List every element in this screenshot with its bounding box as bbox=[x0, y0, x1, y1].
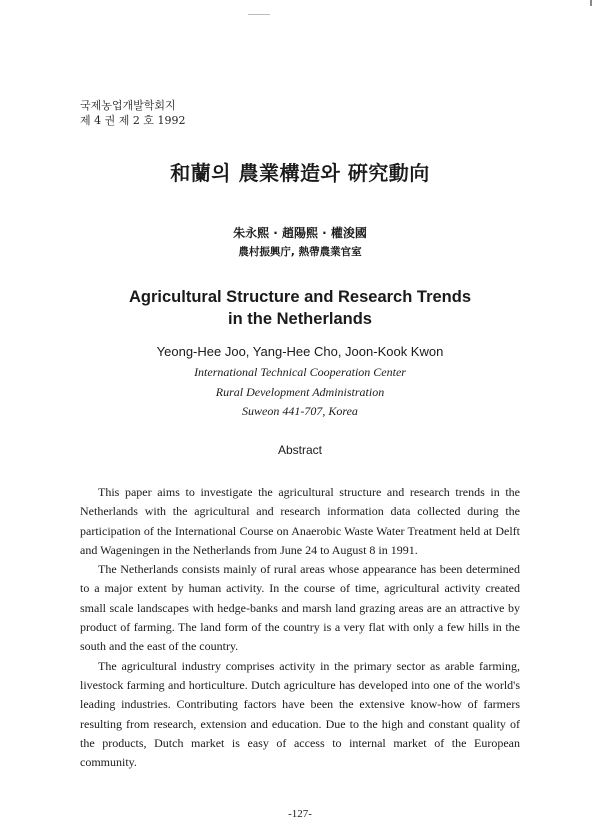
affiliation-administration: Rural Development Administration bbox=[215, 384, 385, 399]
author-affiliation bbox=[0, 363, 600, 422]
affiliation-address: Suweon 441-707, Korea bbox=[242, 404, 358, 418]
english-title-line-1: Agricultural Structure and Research Trends bbox=[128, 288, 471, 306]
scan-edge-mark bbox=[590, 0, 592, 6]
abstract-body bbox=[80, 483, 520, 772]
scan-mark bbox=[248, 14, 270, 15]
affiliation-center: International Technical Cooperation Center bbox=[194, 365, 406, 379]
english-title bbox=[0, 286, 600, 330]
abstract-paragraph: The Netherlands consists mainly of rural areas whose appearance has been determined to a major extent by human activity. In the course of time, agricultural activity created small scale landscapes with hedge-banks and marsh land grazing areas are an attractive by product of farming. The land form of the country is a very flat with only a few hills in the south and the east of the country. bbox=[80, 562, 520, 654]
abstract-paragraph: This paper aims to investigate the agricultural structure and research trends in the Netherlands with the agricultural and research information data collected during the participation of the International Course on Anaerobic Waste Water Treatment held at Delft and Wageningen in the Netherlands from June 24 to August 8 in 1991. bbox=[80, 485, 520, 557]
page-number: -127- bbox=[288, 808, 312, 820]
journal-header bbox=[80, 98, 185, 128]
journal-name: 국제농업개발학회지 bbox=[80, 99, 176, 112]
english-authors: Yeong-Hee Joo, Yang-Hee Cho, Joon-Kook Kwon bbox=[156, 344, 444, 359]
journal-volume: 제 4 권 제 2 호 1992 bbox=[80, 114, 186, 127]
korean-authors: 朱永熙 · 趙陽熙 · 權浚國 bbox=[233, 226, 367, 240]
english-title-line-2: in the Netherlands bbox=[228, 310, 372, 328]
abstract-heading: Abstract bbox=[277, 443, 322, 457]
abstract-paragraph: The agricultural industry comprises activity in the primary sector as arable farming, livestock farming and horticulture. Dutch agriculture has developed into one of the world's leading industries. Contributing factors have been the extensive know-how of farmers resulting from research, extension and education. Due to the high and constant quality of the products, Dutch market is easy of access to internal market of the European community. bbox=[80, 658, 520, 770]
korean-affiliation: 農村振興庁, 熱帶農業官室 bbox=[238, 246, 362, 258]
korean-title: 和蘭의 農業構造와 硏究動向 bbox=[170, 161, 430, 185]
